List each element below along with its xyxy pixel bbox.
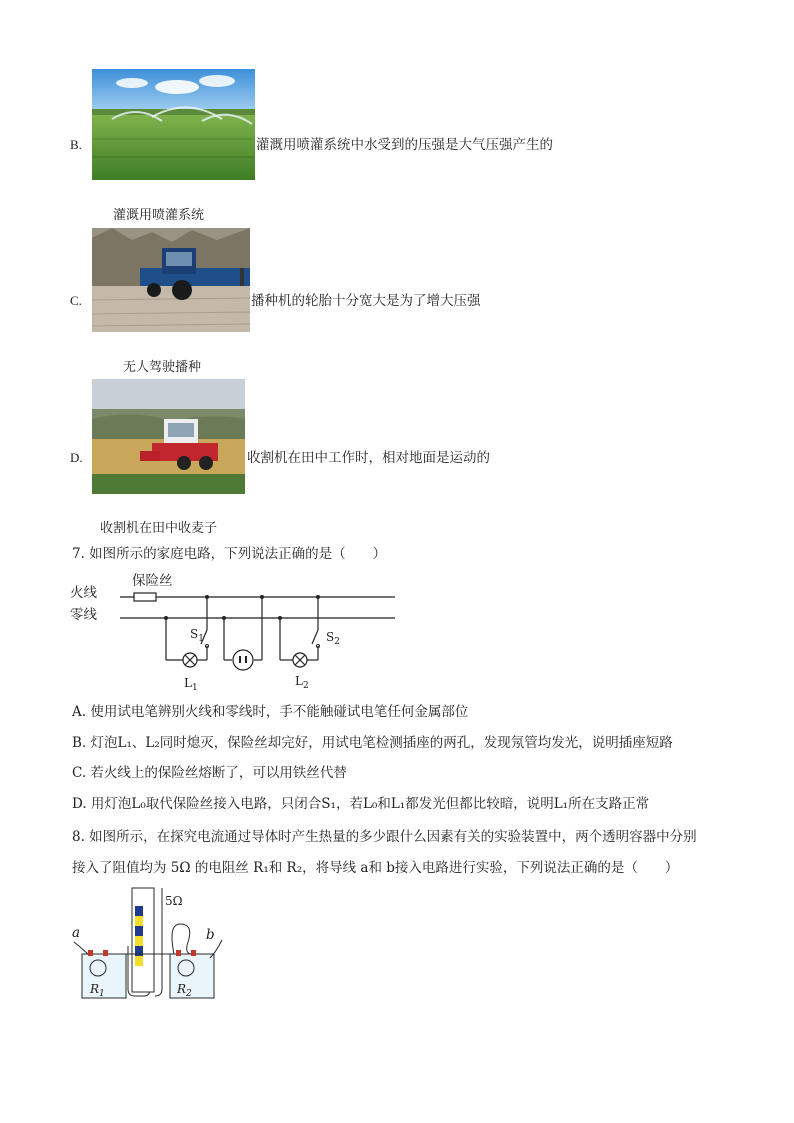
option-b-caption: 灌溉用喷灌系统 (113, 208, 205, 223)
seeder-photo (92, 228, 250, 332)
switch-s2-label: $S_2$ (326, 630, 340, 647)
r2-label: $R_2$ (177, 982, 192, 999)
r1-label: $R_1$ (90, 982, 105, 999)
lamp-l1-label: $L_1$ (184, 676, 198, 693)
option-d-text: 收割机在田中工作时，相对地面是运动的 (247, 450, 490, 466)
q8-stem-line2: 接入了阻值均为 5Ω 的电阻丝 R₁和 R₂，将导线 a和 b接入电路进行实验，下列说法正确的是（ ） (72, 860, 679, 876)
q8-stem-line1: 8. 如图所示，在探究电流通过导体时产生热量的多少跟什么因素有关的实验装置中，两个透明容器中分别 (72, 829, 697, 845)
neutral-wire-label: 零线 (70, 607, 97, 623)
option-b-text: 灌溉用喷灌系统中水受到的压强是大气压强产生的 (256, 137, 553, 153)
lamp-l2-label: $L_2$ (295, 674, 309, 691)
fuse-label: 保险丝 (132, 573, 173, 589)
q7-option-b: B. 灯泡L₁、L₂同时熄灭，保险丝却完好，用试电笔检测插座的两孔，发现氖管均发光，说明插座短路 (72, 735, 673, 751)
option-c-caption: 无人驾驶播种 (123, 360, 202, 375)
q7-option-a: A. 使用试电笔辨别火线和零线时，手不能触碰试电笔任何金属部位 (72, 704, 469, 720)
q7-option-d: D. 用灯泡L₀取代保险丝接入电路，只闭合S₁，若L₀和L₁都发光但都比较暗，说明L₁所在支路正常 (72, 796, 650, 812)
option-d-letter: D. (70, 450, 83, 465)
option-c-text: 播种机的轮胎十分宽大是为了增大压强 (251, 293, 481, 309)
wire-b-label: b (206, 927, 215, 943)
option-b-letter: B. (70, 137, 82, 152)
wire-a-label: a (72, 925, 81, 941)
joule-heating-apparatus (70, 884, 230, 1004)
sprinkler-photo (92, 69, 255, 180)
live-wire-label: 火线 (70, 585, 97, 601)
switch-s1-label: $S_1$ (190, 627, 204, 644)
q7-stem: 7. 如图所示的家庭电路，下列说法正确的是（ ） (72, 546, 387, 562)
q7-option-c: C. 若火线上的保险丝熔断了，可以用铁丝代替 (72, 765, 347, 781)
harvester-photo (92, 379, 245, 494)
resistance-label: 5Ω (165, 894, 183, 908)
household-circuit-diagram (70, 570, 410, 695)
option-c-letter: C. (70, 293, 82, 308)
option-d-caption: 收割机在田中收麦子 (100, 521, 218, 536)
